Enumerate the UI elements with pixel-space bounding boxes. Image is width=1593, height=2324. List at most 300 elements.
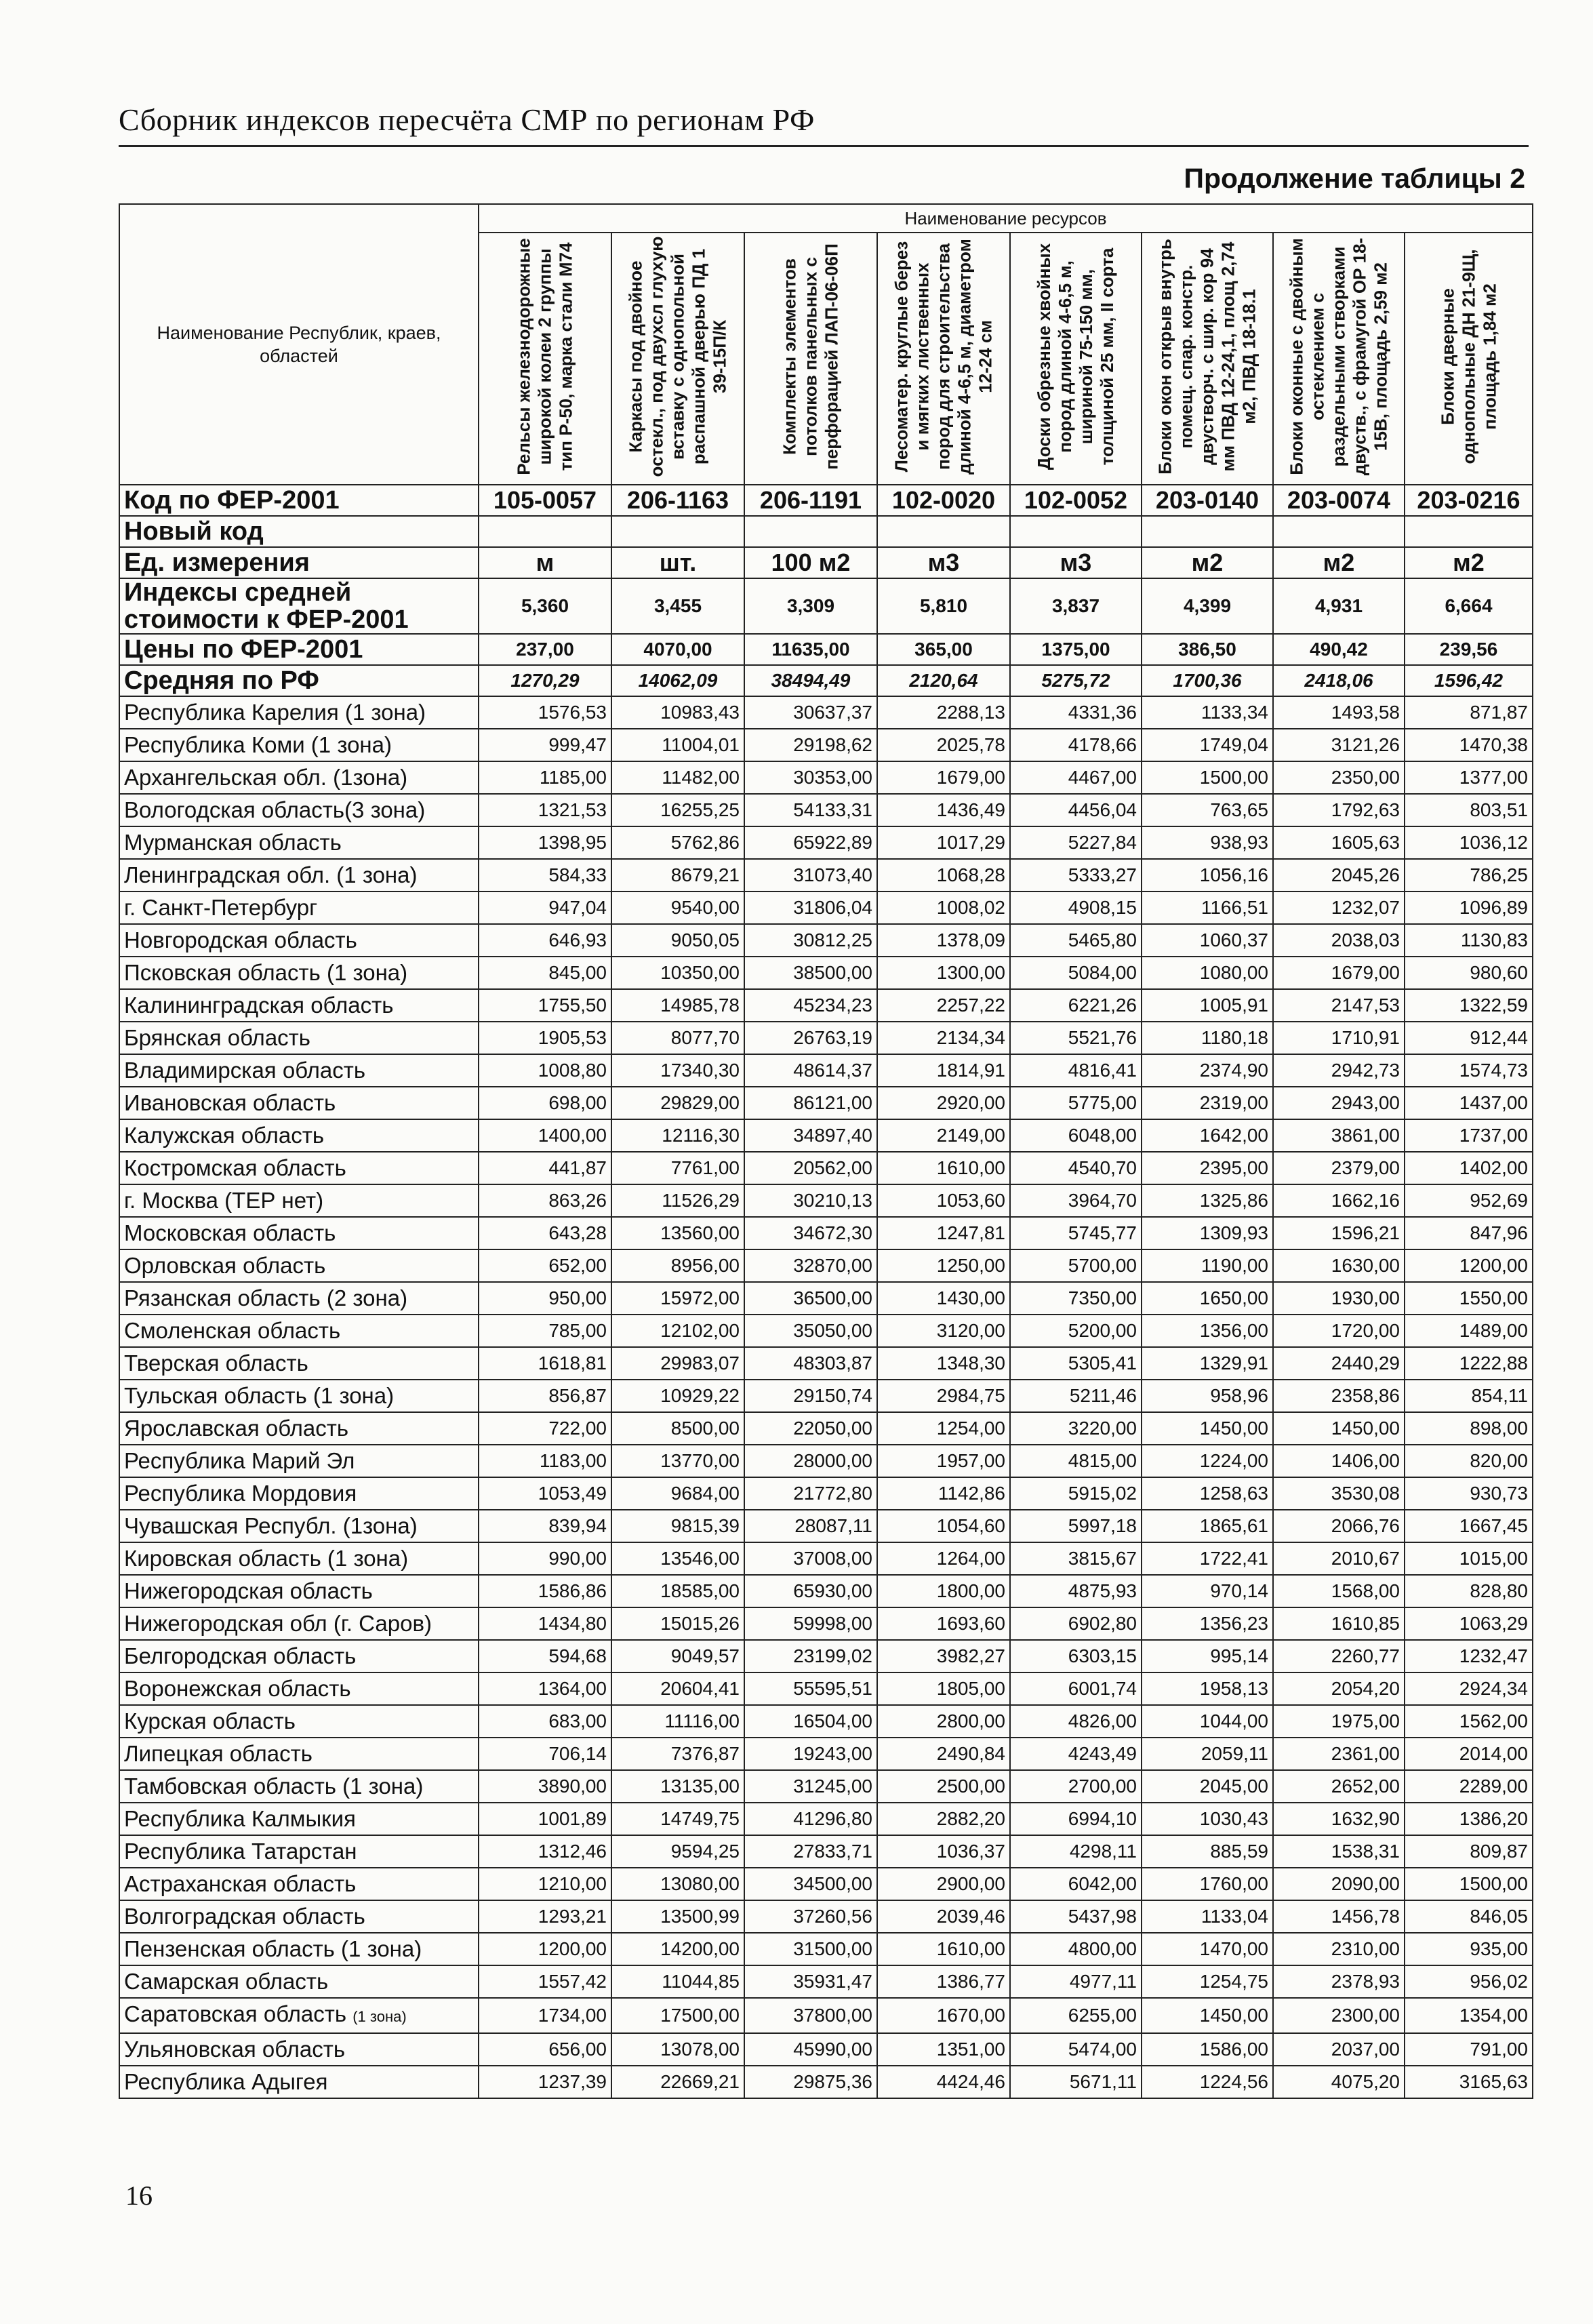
price-cell: 4456,04 <box>1010 794 1142 826</box>
price-cell: 1008,80 <box>479 1054 611 1087</box>
meta-row-value: 1596,42 <box>1405 665 1533 696</box>
index-table-wrapper <box>119 203 1532 2099</box>
price-cell: 27833,71 <box>744 1835 877 1868</box>
price-cell: 2943,00 <box>1273 1087 1405 1119</box>
meta-row-value: 4070,00 <box>611 634 744 665</box>
meta-row-label: Код по ФЕР-2001 <box>119 485 479 516</box>
region-name: Ивановская область <box>124 1090 336 1115</box>
price-cell: 32870,00 <box>744 1249 877 1282</box>
price-cell: 2025,78 <box>877 729 1010 761</box>
region-name: г. Санкт-Петербург <box>124 895 318 920</box>
price-cell: 1060,37 <box>1142 924 1273 957</box>
price-cell: 5305,41 <box>1010 1347 1142 1380</box>
price-cell: 3530,08 <box>1273 1477 1405 1510</box>
price-cell: 1250,00 <box>877 1249 1010 1282</box>
region-row <box>119 1738 1533 1770</box>
meta-row-value: 203-0216 <box>1405 485 1533 516</box>
price-cell: 55595,51 <box>744 1672 877 1705</box>
meta-row-value: шт. <box>611 547 744 578</box>
price-cell: 1190,00 <box>1142 1249 1273 1282</box>
price-cell: 31806,04 <box>744 891 877 924</box>
price-cell: 1792,63 <box>1273 794 1405 826</box>
price-cell: 5745,77 <box>1010 1217 1142 1249</box>
price-cell: 3815,67 <box>1010 1542 1142 1575</box>
region-name-cell <box>119 1054 479 1087</box>
price-cell: 1222,88 <box>1405 1347 1533 1380</box>
region-name: Костромская область <box>124 1155 346 1180</box>
price-cell: 2310,00 <box>1273 1933 1405 1965</box>
region-name-cell <box>119 2033 479 2066</box>
region-name-cell <box>119 1510 479 1542</box>
price-cell: 1056,16 <box>1142 859 1273 891</box>
region-name-cell <box>119 1900 479 1933</box>
price-cell: 4815,00 <box>1010 1445 1142 1477</box>
price-cell: 30210,13 <box>744 1184 877 1217</box>
price-cell: 1247,81 <box>877 1217 1010 1249</box>
price-cell: 2920,00 <box>877 1087 1010 1119</box>
price-cell: 34897,40 <box>744 1119 877 1152</box>
region-name-cell <box>119 794 479 826</box>
price-cell: 2378,93 <box>1273 1965 1405 1998</box>
price-cell: 1667,45 <box>1405 1510 1533 1542</box>
price-cell: 13560,00 <box>611 1217 744 1249</box>
price-cell: 15015,26 <box>611 1607 744 1640</box>
price-cell: 1200,00 <box>1405 1249 1533 1282</box>
region-name: Смоленская область <box>124 1318 341 1343</box>
price-cell: 938,93 <box>1142 826 1273 859</box>
price-cell: 6221,26 <box>1010 989 1142 1022</box>
price-cell: 16255,25 <box>611 794 744 826</box>
price-cell: 594,68 <box>479 1640 611 1672</box>
price-cell: 1232,07 <box>1273 891 1405 924</box>
price-cell: 31073,40 <box>744 859 877 891</box>
price-cell: 1470,00 <box>1142 1933 1273 1965</box>
price-cell: 22669,21 <box>611 2066 744 2098</box>
resource-name: Блоки дверные однопольные ДН 21-9Щ, площадь 1,84 м2 <box>1437 249 1499 464</box>
region-row <box>119 1184 1533 1217</box>
price-cell: 698,00 <box>479 1087 611 1119</box>
region-name-cell <box>119 1770 479 1803</box>
region-name: Курская область <box>124 1708 296 1734</box>
region-name: г. Москва (ТЕР нет) <box>124 1188 324 1213</box>
price-cell: 912,44 <box>1405 1022 1533 1054</box>
price-cell: 1030,43 <box>1142 1803 1273 1835</box>
region-row <box>119 1022 1533 1054</box>
price-cell: 1568,00 <box>1273 1575 1405 1607</box>
price-cell: 1679,00 <box>1273 957 1405 989</box>
region-name: Волгоградская область <box>124 1904 365 1929</box>
region-row <box>119 1282 1533 1315</box>
price-cell: 652,00 <box>479 1249 611 1282</box>
price-cell: 999,47 <box>479 729 611 761</box>
price-cell: 1400,00 <box>479 1119 611 1152</box>
price-cell: 1258,63 <box>1142 1477 1273 1510</box>
price-cell: 2037,00 <box>1273 2033 1405 2066</box>
price-cell: 29198,62 <box>744 729 877 761</box>
meta-row-value <box>479 516 611 547</box>
price-cell: 5700,00 <box>1010 1249 1142 1282</box>
region-name: Пензенская область (1 зона) <box>124 1936 422 1961</box>
resource-column-header <box>611 233 744 485</box>
region-name: Владимирская область <box>124 1058 366 1083</box>
price-cell: 1312,46 <box>479 1835 611 1868</box>
price-cell: 45990,00 <box>744 2033 877 2066</box>
price-cell: 1642,00 <box>1142 1119 1273 1152</box>
price-cell: 1450,00 <box>1142 1412 1273 1445</box>
price-cell: 930,73 <box>1405 1477 1533 1510</box>
region-name-cell <box>119 1315 479 1347</box>
price-cell: 35050,00 <box>744 1315 877 1347</box>
region-row <box>119 1087 1533 1119</box>
meta-row-value: 365,00 <box>877 634 1010 665</box>
price-cell: 935,00 <box>1405 1933 1533 1965</box>
price-cell: 3120,00 <box>877 1315 1010 1347</box>
region-row <box>119 1445 1533 1477</box>
price-cell: 3165,63 <box>1405 2066 1533 2098</box>
region-name-cell <box>119 696 479 729</box>
price-cell: 2374,90 <box>1142 1054 1273 1087</box>
price-cell: 86121,00 <box>744 1087 877 1119</box>
meta-row-value <box>1142 516 1273 547</box>
price-cell: 2800,00 <box>877 1705 1010 1738</box>
price-cell: 1322,59 <box>1405 989 1533 1022</box>
price-cell: 1670,00 <box>877 1998 1010 2033</box>
price-cell: 4243,49 <box>1010 1738 1142 1770</box>
price-cell: 2379,00 <box>1273 1152 1405 1184</box>
price-cell: 1755,50 <box>479 989 611 1022</box>
price-cell: 11526,29 <box>611 1184 744 1217</box>
region-row <box>119 1380 1533 1412</box>
resource-column-header <box>1142 233 1273 485</box>
price-cell: 1737,00 <box>1405 1119 1533 1152</box>
meta-row-value: 4,399 <box>1142 578 1273 634</box>
price-cell: 17340,30 <box>611 1054 744 1087</box>
price-cell: 3890,00 <box>479 1770 611 1803</box>
meta-row-value: 1700,36 <box>1142 665 1273 696</box>
price-cell: 1760,00 <box>1142 1868 1273 1900</box>
price-cell: 29829,00 <box>611 1087 744 1119</box>
price-cell: 1183,00 <box>479 1445 611 1477</box>
region-name-cell <box>119 1705 479 1738</box>
price-cell: 847,96 <box>1405 1217 1533 1249</box>
region-name: Калининградская область <box>124 993 394 1018</box>
price-cell: 2149,00 <box>877 1119 1010 1152</box>
price-cell: 8077,70 <box>611 1022 744 1054</box>
region-name: Липецкая область <box>124 1741 312 1766</box>
price-cell: 28087,11 <box>744 1510 877 1542</box>
price-cell: 2350,00 <box>1273 761 1405 794</box>
region-note: (1 зона) <box>352 2008 407 2025</box>
price-cell: 1605,63 <box>1273 826 1405 859</box>
region-name-cell <box>119 1412 479 1445</box>
price-cell: 785,00 <box>479 1315 611 1347</box>
meta-row-value: 1270,29 <box>479 665 611 696</box>
price-cell: 1610,85 <box>1273 1607 1405 1640</box>
price-cell: 1053,49 <box>479 1477 611 1510</box>
price-cell: 1036,12 <box>1405 826 1533 859</box>
price-cell: 3861,00 <box>1273 1119 1405 1152</box>
region-name-cell <box>119 1965 479 1998</box>
price-cell: 1489,00 <box>1405 1315 1533 1347</box>
price-cell: 19243,00 <box>744 1738 877 1770</box>
price-cell: 5997,18 <box>1010 1510 1142 1542</box>
meta-row-value: 14062,09 <box>611 665 744 696</box>
region-name-cell <box>119 1217 479 1249</box>
price-cell: 1237,39 <box>479 2066 611 2098</box>
price-cell: 1610,00 <box>877 1933 1010 1965</box>
region-name: Московская область <box>124 1220 336 1245</box>
region-row <box>119 1803 1533 1835</box>
price-cell: 1630,00 <box>1273 1249 1405 1282</box>
price-cell: 1550,00 <box>1405 1282 1533 1315</box>
price-cell: 950,00 <box>479 1282 611 1315</box>
price-cell: 845,00 <box>479 957 611 989</box>
meta-row-value: 206-1191 <box>744 485 877 516</box>
price-cell: 871,87 <box>1405 696 1533 729</box>
price-cell: 7761,00 <box>611 1152 744 1184</box>
price-cell: 4424,46 <box>877 2066 1010 2098</box>
region-name: Псковская область (1 зона) <box>124 960 408 985</box>
resource-column-header <box>744 233 877 485</box>
price-cell: 15972,00 <box>611 1282 744 1315</box>
price-cell: 1710,91 <box>1273 1022 1405 1054</box>
meta-row-value: 4,931 <box>1273 578 1405 634</box>
price-cell: 14200,00 <box>611 1933 744 1965</box>
price-cell: 839,94 <box>479 1510 611 1542</box>
price-cell: 1080,00 <box>1142 957 1273 989</box>
price-cell: 1693,60 <box>877 1607 1010 1640</box>
region-row <box>119 1347 1533 1380</box>
price-cell: 2361,00 <box>1273 1738 1405 1770</box>
price-cell: 35931,47 <box>744 1965 877 1998</box>
region-name: Республика Карелия (1 зона) <box>124 700 426 725</box>
price-cell: 1450,00 <box>1142 1998 1273 2033</box>
region-name-cell <box>119 761 479 794</box>
meta-row-value: м2 <box>1142 547 1273 578</box>
meta-row-value <box>744 516 877 547</box>
region-name: Республика Коми (1 зона) <box>124 732 392 757</box>
price-cell: 863,26 <box>479 1184 611 1217</box>
price-cell: 2942,73 <box>1273 1054 1405 1087</box>
price-cell: 17500,00 <box>611 1998 744 2033</box>
price-cell: 30637,37 <box>744 696 877 729</box>
meta-row-value: 239,56 <box>1405 634 1533 665</box>
price-cell: 1005,91 <box>1142 989 1273 1022</box>
price-cell: 10929,22 <box>611 1380 744 1412</box>
price-cell: 8956,00 <box>611 1249 744 1282</box>
price-cell: 1351,00 <box>877 2033 1010 2066</box>
price-cell: 5775,00 <box>1010 1087 1142 1119</box>
price-cell: 34672,30 <box>744 1217 877 1249</box>
region-row <box>119 1510 1533 1542</box>
resource-name: Каркасы под двойное остекл., под двухсл глухую вставку с однопольной распашной дверью ПД 1 39-15П/К <box>625 236 730 477</box>
region-name: Кировская область (1 зона) <box>124 1546 409 1571</box>
price-cell: 59998,00 <box>744 1607 877 1640</box>
price-cell: 1450,00 <box>1273 1412 1405 1445</box>
price-cell: 1500,00 <box>1405 1868 1533 1900</box>
meta-row-value: 203-0140 <box>1142 485 1273 516</box>
region-name-cell <box>119 1249 479 1282</box>
price-cell: 656,00 <box>479 2033 611 2066</box>
meta-row-value <box>877 516 1010 547</box>
page-number: 16 <box>125 2180 153 2211</box>
resource-name: Доски обрезные хвойных пород длиной 4-6,5 м, шириной 75-150 мм, толщиной 25 мм, II сорта <box>1034 243 1117 470</box>
meta-row-value: 237,00 <box>479 634 611 665</box>
region-row <box>119 924 1533 957</box>
price-cell: 2257,22 <box>877 989 1010 1022</box>
price-cell: 4908,15 <box>1010 891 1142 924</box>
price-cell: 1386,20 <box>1405 1803 1533 1835</box>
price-cell: 1434,80 <box>479 1607 611 1640</box>
price-cell: 1096,89 <box>1405 891 1533 924</box>
meta-row-label: Средняя по РФ <box>119 665 479 696</box>
meta-row-label: Индексы средней стоимости к ФЕР-2001 <box>119 578 479 634</box>
region-name: Саратовская область <box>124 2001 347 2026</box>
price-cell: 854,11 <box>1405 1380 1533 1412</box>
region-name: Ульяновская область <box>124 2037 346 2062</box>
meta-row-label: Ед. измерения <box>119 547 479 578</box>
price-cell: 1321,53 <box>479 794 611 826</box>
price-cell: 41296,80 <box>744 1803 877 1835</box>
region-name-cell <box>119 1835 479 1868</box>
price-cell: 1430,00 <box>877 1282 1010 1315</box>
price-cell: 1386,77 <box>877 1965 1010 1998</box>
region-name-cell <box>119 859 479 891</box>
price-cell: 1254,75 <box>1142 1965 1273 1998</box>
price-cell: 2090,00 <box>1273 1868 1405 1900</box>
price-cell: 1632,90 <box>1273 1803 1405 1835</box>
meta-row-label: Цены по ФЕР-2001 <box>119 634 479 665</box>
price-cell: 1586,86 <box>479 1575 611 1607</box>
price-cell: 2045,26 <box>1273 859 1405 891</box>
price-cell: 1562,00 <box>1405 1705 1533 1738</box>
price-cell: 4298,11 <box>1010 1835 1142 1868</box>
meta-row <box>119 485 1533 516</box>
price-cell: 1356,23 <box>1142 1607 1273 1640</box>
price-cell: 2984,75 <box>877 1380 1010 1412</box>
price-cell: 947,04 <box>479 891 611 924</box>
price-cell: 9049,57 <box>611 1640 744 1672</box>
price-cell: 2289,00 <box>1405 1770 1533 1803</box>
price-cell: 2490,84 <box>877 1738 1010 1770</box>
region-row <box>119 1640 1533 1672</box>
price-cell: 48303,87 <box>744 1347 877 1380</box>
price-cell: 970,14 <box>1142 1575 1273 1607</box>
price-cell: 5465,80 <box>1010 924 1142 957</box>
price-cell: 1133,34 <box>1142 696 1273 729</box>
price-cell: 37800,00 <box>744 1998 877 2033</box>
price-cell: 1538,31 <box>1273 1835 1405 1868</box>
price-cell: 2039,46 <box>877 1900 1010 1933</box>
region-name-cell <box>119 1445 479 1477</box>
price-cell: 11004,01 <box>611 729 744 761</box>
price-cell: 9540,00 <box>611 891 744 924</box>
region-name-cell <box>119 1477 479 1510</box>
meta-row-value: 38494,49 <box>744 665 877 696</box>
price-cell: 36500,00 <box>744 1282 877 1315</box>
region-name: Республика Адыгея <box>124 2069 328 2094</box>
region-name-cell <box>119 1152 479 1184</box>
price-cell: 9594,25 <box>611 1835 744 1868</box>
price-cell: 4467,00 <box>1010 761 1142 794</box>
region-row <box>119 989 1533 1022</box>
price-cell: 4075,20 <box>1273 2066 1405 2098</box>
meta-row-value: 5,810 <box>877 578 1010 634</box>
price-cell: 13500,99 <box>611 1900 744 1933</box>
price-cell: 3964,70 <box>1010 1184 1142 1217</box>
price-cell: 885,59 <box>1142 1835 1273 1868</box>
price-cell: 1356,00 <box>1142 1315 1273 1347</box>
price-cell: 1224,00 <box>1142 1445 1273 1477</box>
price-cell: 6042,00 <box>1010 1868 1142 1900</box>
price-cell: 1437,00 <box>1405 1087 1533 1119</box>
region-name-cell <box>119 924 479 957</box>
price-cell: 995,14 <box>1142 1640 1273 1672</box>
price-cell: 683,00 <box>479 1705 611 1738</box>
price-cell: 28000,00 <box>744 1445 877 1477</box>
region-row <box>119 1770 1533 1803</box>
region-name: Тамбовская область (1 зона) <box>124 1774 424 1799</box>
price-cell: 1348,30 <box>877 1347 1010 1380</box>
price-cell: 1001,89 <box>479 1803 611 1835</box>
region-row <box>119 1607 1533 1640</box>
price-cell: 37008,00 <box>744 1542 877 1575</box>
price-cell: 1210,00 <box>479 1868 611 1900</box>
price-cell: 1679,00 <box>877 761 1010 794</box>
price-cell: 23199,02 <box>744 1640 877 1672</box>
price-cell: 1905,53 <box>479 1022 611 1054</box>
region-row <box>119 1835 1533 1868</box>
price-cell: 10983,43 <box>611 696 744 729</box>
meta-row-value: 2418,06 <box>1273 665 1405 696</box>
price-cell: 1436,49 <box>877 794 1010 826</box>
meta-row <box>119 547 1533 578</box>
region-name-cell <box>119 1738 479 1770</box>
meta-row-value: 11635,00 <box>744 634 877 665</box>
price-cell: 2395,00 <box>1142 1152 1273 1184</box>
region-name-cell <box>119 1933 479 1965</box>
region-row <box>119 794 1533 826</box>
region-row <box>119 1705 1533 1738</box>
meta-row-value: м2 <box>1273 547 1405 578</box>
price-cell: 18585,00 <box>611 1575 744 1607</box>
price-cell: 31245,00 <box>744 1770 877 1803</box>
region-name-cell <box>119 1282 479 1315</box>
meta-row-value: 102-0052 <box>1010 485 1142 516</box>
price-cell: 6902,80 <box>1010 1607 1142 1640</box>
meta-row-value: 102-0020 <box>877 485 1010 516</box>
price-cell: 786,25 <box>1405 859 1533 891</box>
meta-row-value: 100 м2 <box>744 547 877 578</box>
price-cell: 29983,07 <box>611 1347 744 1380</box>
price-cell: 2038,03 <box>1273 924 1405 957</box>
meta-row-value <box>1273 516 1405 547</box>
region-row <box>119 729 1533 761</box>
price-cell: 1557,42 <box>479 1965 611 1998</box>
price-cell: 722,00 <box>479 1412 611 1445</box>
price-cell: 2440,29 <box>1273 1347 1405 1380</box>
price-cell: 2014,00 <box>1405 1738 1533 1770</box>
price-cell: 5915,02 <box>1010 1477 1142 1510</box>
price-cell: 5474,00 <box>1010 2033 1142 2066</box>
price-cell: 2652,00 <box>1273 1770 1405 1803</box>
price-cell: 1722,41 <box>1142 1542 1273 1575</box>
price-cell: 2288,13 <box>877 696 1010 729</box>
price-cell: 11116,00 <box>611 1705 744 1738</box>
price-cell: 584,33 <box>479 859 611 891</box>
resource-name: Блоки окон открыв внутрь помещ. спар. констр. двустворч. с шир. кор 94 мм ПВД 12-24,1, площ 2,74 м2, ПВД 18-18.1 <box>1154 239 1259 475</box>
meta-row-value: 1375,00 <box>1010 634 1142 665</box>
